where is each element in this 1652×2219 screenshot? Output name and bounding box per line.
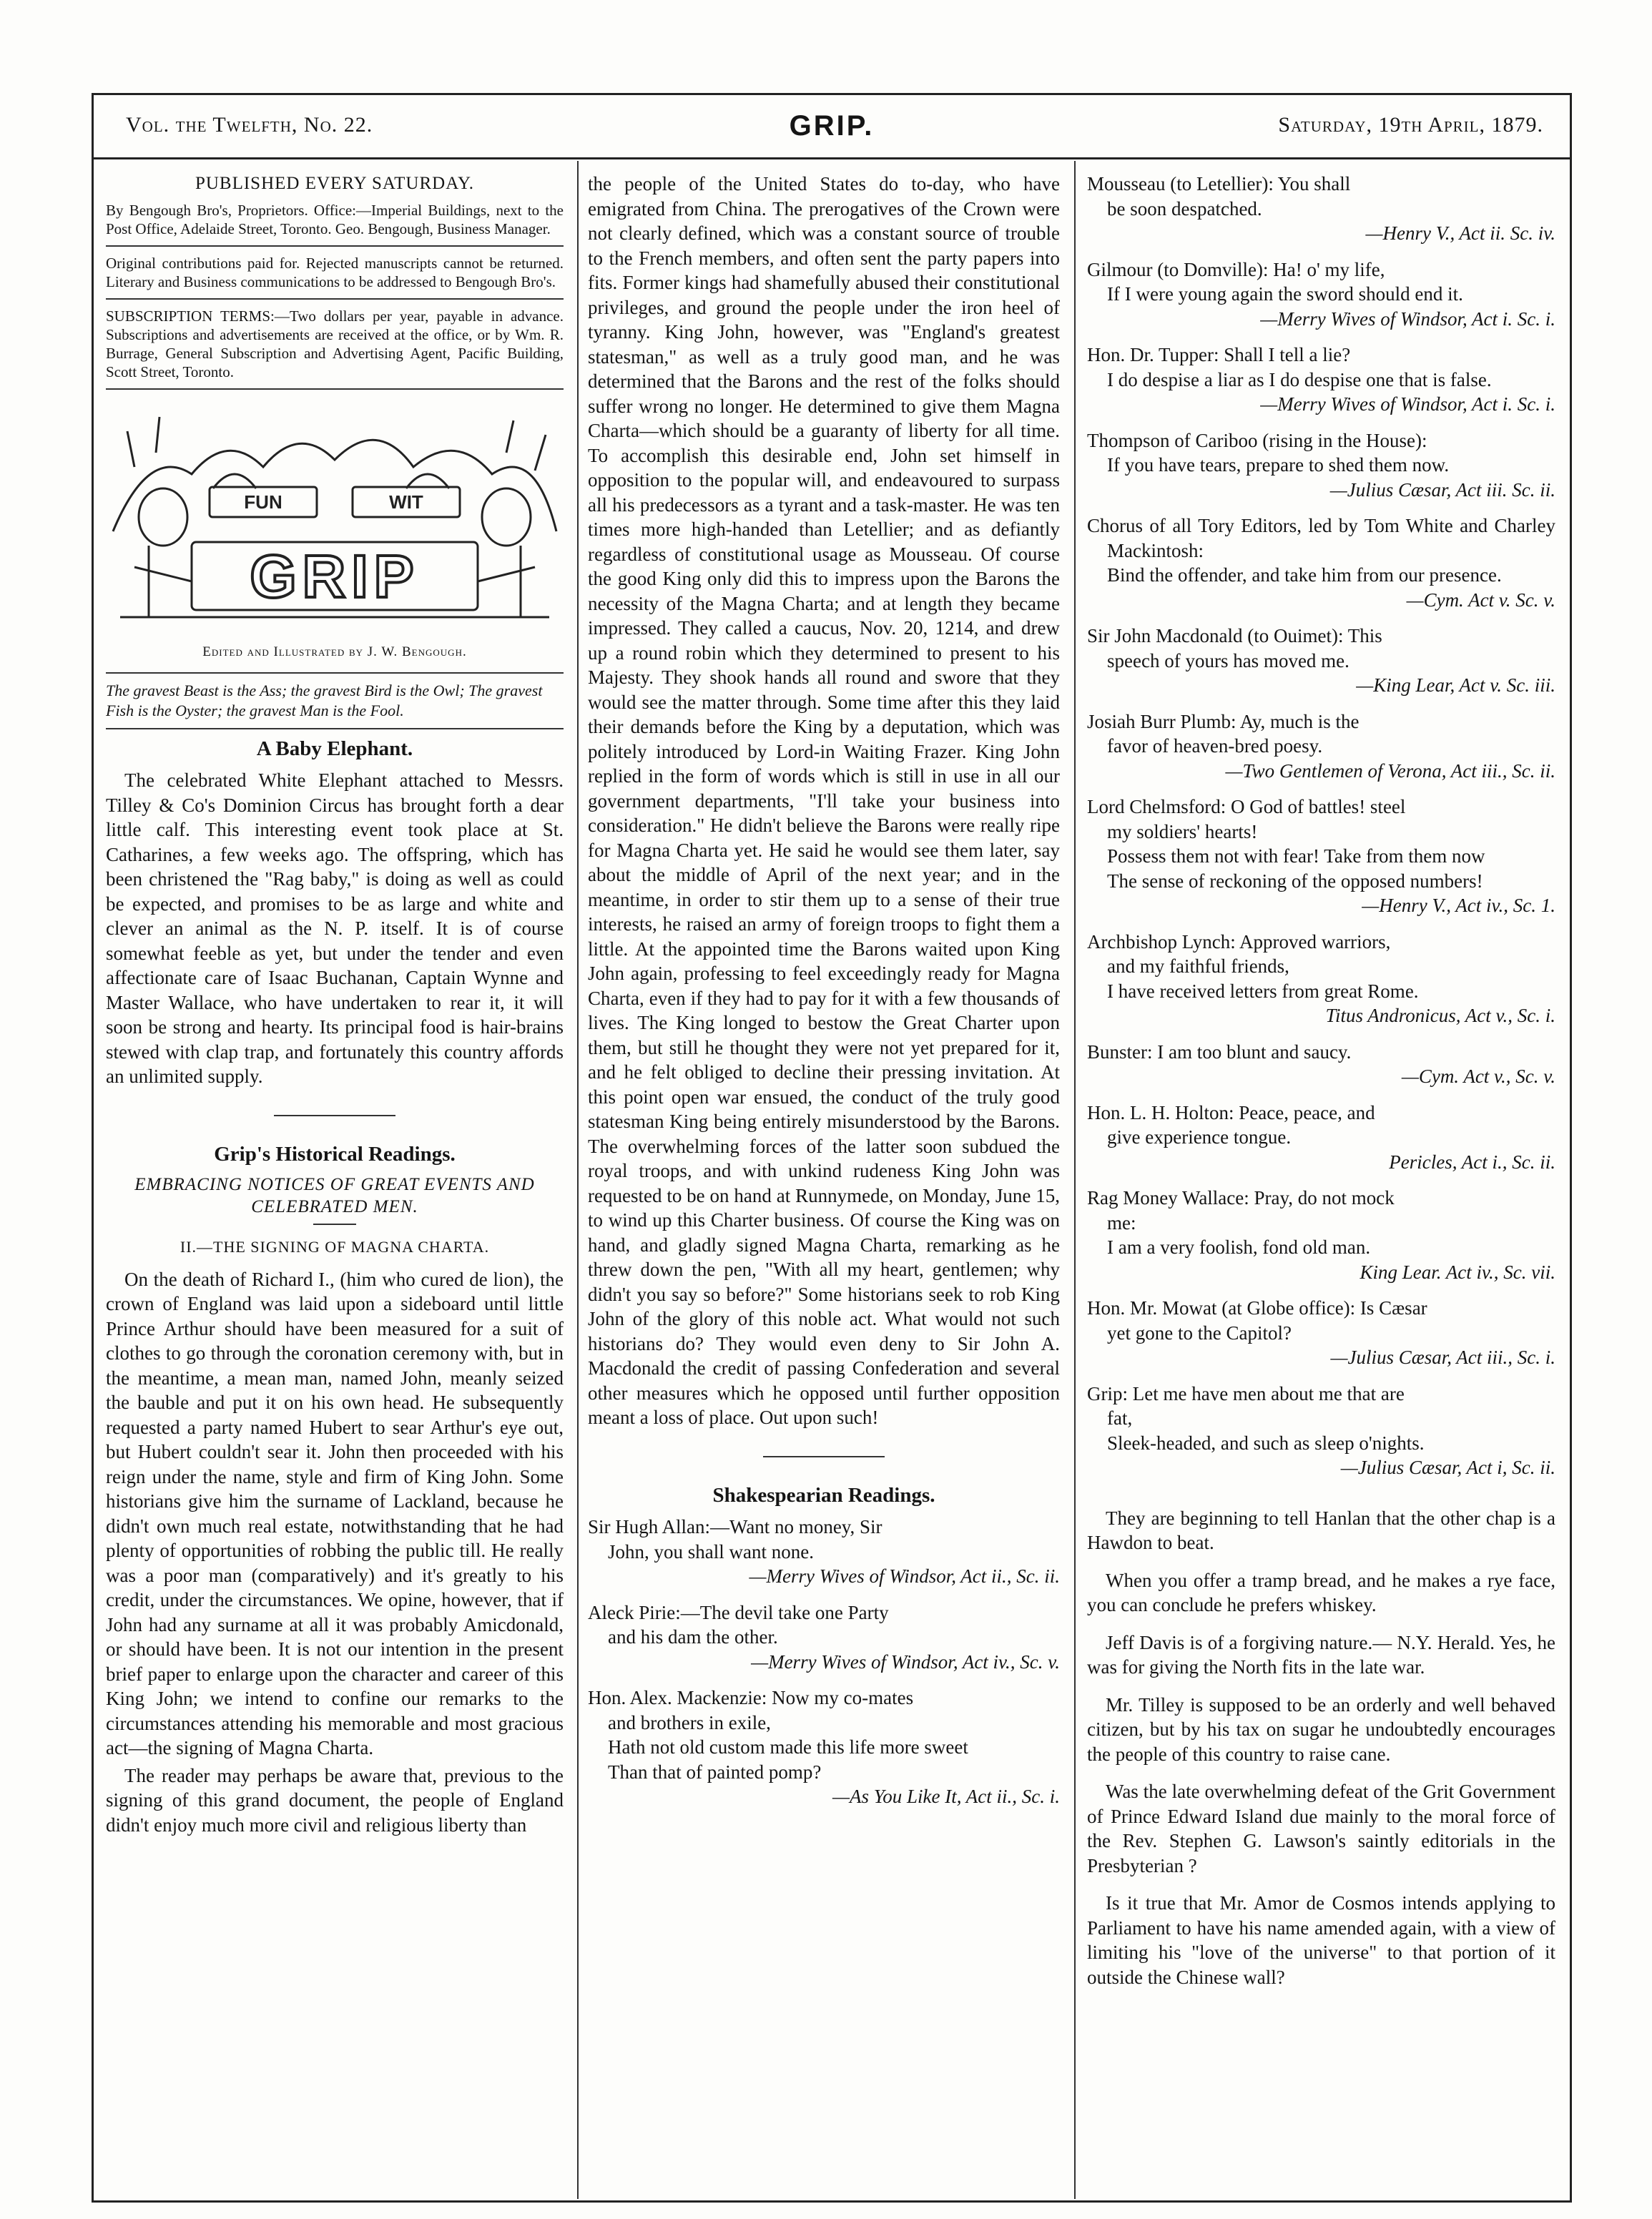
cartoon-banner-right: WIT [389, 491, 423, 513]
section-heading-magna-charta: II.—THE SIGNING OF MAGNA CHARTA. [180, 1238, 490, 1256]
quote-block [1087, 1101, 1555, 1175]
divider [313, 1224, 356, 1225]
quote-line: I have received letters from great Rome. [1107, 980, 1419, 1002]
quote-citation: —As You Like It, Act ii., Sc. i. [832, 1786, 1060, 1807]
paragraph: Was the late overwhelming defeat of the Grit Government of Prince Edward Island due mainly to the moral force of the Rev. Stephen G. Lawson's saintly editorials in the Presbyterian ? [1087, 1781, 1555, 1876]
quote-block [1087, 513, 1555, 612]
quote-block [1087, 1186, 1555, 1284]
quote-speaker: Sir Hugh Allan:—Want no money, Sir [588, 1516, 882, 1537]
quote-line: give experience tongue. [1107, 1126, 1292, 1148]
quote-speaker: Josiah Burr Plumb: Ay, much is the [1087, 710, 1360, 732]
article-title-historical: Grip's Historical Readings. [214, 1142, 456, 1166]
quote-citation: —Julius Cæsar, Act i, Sc. ii. [1340, 1457, 1555, 1478]
article-text-historical-continued: the people of the United States do to-day, who have emigrated from China. The prerogatives of the Crown were not clearly defined, which was a constant source of trouble to the French members, and often sent the party papers into fits. Former kings had shamefully abused their constitutional privileges, and ground the people under the iron heel of tyranny. King John, however, was "England's greatest statesman," as well as a truly good man, and he was determined that the Barons and the rest of the folks should suffer wrong no longer. He determined to give them Magna Charta—which should be a guaranty of liberty for all time. To accomplish this desirable end, John set himself in opposition to the popular will, and endeavoured to surpass all his predecessors as a tyrant and a task-master. He was ten times more high-handed than Letellier; and as defiantly regardless of constitutional usage as Mousseau. Of course the good King only did this to impress upon the Barons the necessity of the Magna Charta; and at length they became impressed. They called a caucus, Nov. 20, 1214, and drew up a round robin which they determined to present to his Majesty. They shook hands all round and swore that they would see the matter through. Some time after this they laid their demands before the King by a deputation, which was politely introduced by Lord-in Waiting Frazer. King John replied in the form of words which is still in use in all our government departments, "I'll take your business into consideration." He didn't believe the Barons were really ripe for Magna Charta yet. He said he would see them later, say about the middle of April of the next year; and in the meantime, in order to stir them up to a sense of their true interests, he raised an army of foreign troops to fight them a little. At the appointed time the Barons waited upon King John again, professing to feel exceedingly ready for Magna Charta, even if they had to pay for it with a few thousands of lives. The King longed to bestow the Great Charter upon them, but still he thought they were not yet prepared for it, and he felt obliged to decline their pressing invitation. At this point open war ensued, the conduct of the truly good statesman King being entirely misunderstood by the Barons. The overwhelming forces of the latter soon subdued the royal troops, and with unkind rudeness King John was requested to be on hand at Runnymede, on Monday, June 15, to wind up this Charter business. Of course the King was on hand, and gladly signed Magna Charta, remarking as he threw down the pen, "With all my heart, gentlemen; why didn't you say so before?" Some historians seek to rob King John of the glory of this noble act. What would not such historians do? They would even deny to Sir John A. Macdonald the credit of passing Confederation and several other measures which he opposed until further opposition meant a loss of place. Out upon such! [588, 173, 1060, 1428]
publication-heading: PUBLISHED EVERY SATURDAY. [195, 174, 475, 193]
quote-speaker: Chorus of all Tory Editors, led by Tom White and Charley Mackintosh: [1087, 515, 1555, 561]
quote-speaker: Aleck Pirie:—The devil take one Party [588, 1601, 889, 1623]
quote-block [1087, 1296, 1555, 1370]
masthead [92, 107, 1572, 157]
cartoon-banner-left: FUN [244, 491, 282, 513]
divider [274, 1115, 395, 1116]
paragraphs [1087, 1506, 1555, 1990]
quote-block [588, 1515, 1060, 1589]
paragraph: Mr. Tilley is supposed to be an orderly and well behaved citizen, but by his tax on sugar he undoubtedly encourages the people of this country to raise cane. [1087, 1693, 1555, 1765]
volume-number: Vol. the Twelfth, No. 22. [126, 113, 373, 137]
column-2 [588, 172, 1060, 2195]
quote-citation: —Henry V., Act ii. Sc. iv. [1365, 222, 1555, 244]
quote-citation: Titus Andronicus, Act v., Sc. i. [1325, 1005, 1555, 1026]
quote-line: John, you shall want none. [608, 1540, 814, 1563]
cartoon-title: GRIP [250, 542, 420, 610]
quote-block [1087, 624, 1555, 698]
quote-citation: —Merry Wives of Windsor, Act i. Sc. i. [1260, 393, 1555, 415]
quote-line: Bind the offender, and take him from our presence. [1107, 564, 1502, 586]
paragraph: Is it true that Mr. Amor de Cosmos intends applying to Parliament to have his name amended again, with a view of limiting his "love of the universe" to that portion of it outside the Chinese wall? [1087, 1892, 1555, 1988]
masthead-title: GRIP. [789, 110, 875, 142]
article-text-baby-elephant: The celebrated White Elephant attached to Messrs. Tilley & Co's Dominion Circus has brought forth a dear little calf. This interesting event took place at St. Catharines, a few weeks ago. The offspring, which has been christened the "Rag baby," is doing as well as could be expected, and promises to be as large and white and clever an animal as the N. P. itself. It is of course somewhat feeble as yet, but under the tender and even affectionate care of Isaac Buchanan, Captain Wynne and Master Wallace, who have undertaken to rear it, it will soon be strong and hearty. Its principal food is hair-brains stewed with clap trap, and fortunately this country affords an unlimited supply. [106, 769, 564, 1087]
quote-speaker: Mousseau (to Letellier): You shall [1087, 173, 1351, 195]
divider [106, 728, 564, 729]
quote-line: If you have tears, prepare to shed them now. [1107, 454, 1450, 476]
quote-line: my soldiers' hearts! [1107, 820, 1258, 842]
issue-date: Saturday, 19th April, 1879. [1278, 113, 1543, 137]
article-text-historical-p2: The reader may perhaps be aware that, previous to the signing of this grand document, the people of England didn't enjoy much more civil and religious liberty than [106, 1764, 564, 1836]
publisher-info: By Bengough Bro's, Proprietors. Office:—Imperial Buildings, next to the Post Office, Adelaide Street, Toronto. Geo. Bengough, Business Manager. [106, 201, 564, 237]
quote-line: favor of heaven-bred poesy. [1107, 735, 1323, 757]
quote-line: Hath not old custom made this life more sweet [608, 1736, 968, 1758]
quote-citation: —Cym. Act v. Sc. v. [1406, 589, 1555, 611]
quote-speaker: Hon. Dr. Tupper: Shall I tell a lie? [1087, 344, 1351, 365]
quote-citation: King Lear. Act iv., Sc. vii. [1360, 1261, 1555, 1283]
quote-line: Sleek-headed, and such as sleep o'nights. [1107, 1432, 1425, 1454]
quote-line: and my faithful friends, [1107, 955, 1289, 977]
quote-block [1087, 257, 1555, 332]
quote-speaker: Rag Money Wallace: Pray, do not mock [1087, 1187, 1395, 1209]
masthead-rule [92, 157, 1572, 159]
quote-citation: —Julius Cæsar, Act iii., Sc. i. [1330, 1347, 1555, 1368]
quote-line: I do despise a liar as I do despise one that is false. [1107, 368, 1492, 390]
subscription-terms: SUBSCRIPTION TERMS:—Two dollars per year, payable in advance. Subscriptions and advertisements are received at the office, or by Wm. R. Burrage, General Subscription and Advertising Agent, Pacific Building, Scott Street, Toronto. [106, 307, 564, 380]
quote-line: The sense of reckoning of the opposed numbers! [1107, 870, 1483, 892]
quote-line: and his dam the other. [608, 1626, 778, 1648]
divider [106, 672, 564, 674]
article-title-shakespearian: Shakespearian Readings. [712, 1483, 935, 1507]
quote-speaker: Gilmour (to Domville): Ha! o' my life, [1087, 258, 1385, 280]
quote-block [1087, 343, 1555, 417]
quote-block [1087, 172, 1555, 246]
quote-speaker: Grip: Let me have men about me that are [1087, 1382, 1405, 1404]
quote-citation: —Julius Cæsar, Act iii. Sc. ii. [1329, 478, 1555, 501]
quote-citation: —Henry V., Act iv., Sc. 1. [1362, 895, 1555, 916]
quote-line: and brothers in exile, [608, 1711, 771, 1733]
motto: The gravest Beast is the Ass; the gravest Bird is the Owl; The gravest Fish is the Oyster; the gravest Man is the Fool. [106, 681, 543, 719]
column-3 [1087, 172, 1555, 2195]
quote-citation: —Cym. Act v., Sc. v. [1401, 1066, 1555, 1087]
divider [106, 388, 564, 390]
quote-line: speech of yours has moved me. [1107, 649, 1349, 671]
quote-line: be soon despatched. [1107, 197, 1262, 220]
quote-block [1087, 428, 1555, 503]
quote-block [1087, 794, 1555, 918]
quote-speaker: Hon. Alex. Mackenzie: Now my co-mates [588, 1687, 914, 1708]
quote-citation: Pericles, Act i., Sc. ii. [1389, 1151, 1555, 1173]
article-title-baby-elephant: A Baby Elephant. [256, 737, 413, 760]
column-rule-2 [1074, 161, 1076, 2199]
quote-speaker: Sir John Macdonald (to Ouimet): This [1087, 625, 1382, 646]
quote-citation: —King Lear, Act v. Sc. iii. [1356, 674, 1555, 696]
quote-block [1087, 1040, 1555, 1089]
quote-line: yet gone to the Capitol? [1107, 1322, 1292, 1344]
quote-citation: —Merry Wives of Windsor, Act i. Sc. i. [1260, 307, 1555, 330]
shakespearian-quotes [588, 1515, 1060, 1809]
divider [106, 298, 564, 300]
divider [763, 1456, 885, 1457]
column-rule-1 [577, 161, 579, 2199]
grip-cartoon-illustration [106, 403, 564, 631]
quote-block [1087, 709, 1555, 784]
quote-block [588, 1686, 1060, 1809]
quote-speaker: Hon. L. H. Holton: Peace, peace, and [1087, 1101, 1375, 1123]
column-1 [106, 172, 564, 2195]
quote-speaker: Thompson of Cariboo (rising in the House): [1087, 429, 1427, 451]
quote-block [588, 1600, 1060, 1675]
quote-block [1087, 930, 1555, 1028]
contributions-notice: Original contributions paid for. Rejected manuscripts cannot be returned. Literary and Business communications to be addressed to Bengough Bro's. [106, 254, 564, 290]
article-text-historical-p1: On the death of Richard I., (him who cured de lion), the crown of England was laid upon a sideboard until little Prince Arthur should have been measured for a suit of clothes to go through the coronation ceremony with, but in the meantime, a mean man, named John, meanly seized the bauble and put it on his own head. He subsequently requested a party named Hubert to sear Arthur's eye out, but Hubert couldn't sear it. John then proceeded with his reign under the name, style and firm of King John. Some historians give him the surname of Lackland, because he didn't own much real estate, notwithstanding that he had plenty of opportunities of robbing the public till. He really was a poor man (comparatively) and it's greatly to his credit, under the circumstances. We opine, however, that if John had any surname at all it was probably Amicdonald, or should have been. It is not our intention in the present brief paper to enlarge upon the character and career of this King John; we intend to confine our remarks to the circumstances attending his memorable and most gracious act—the signing of Magna Charta. [106, 1268, 564, 1758]
paragraph: When you offer a tramp bread, and he makes a rye face, you can conclude he prefers whiskey. [1087, 1569, 1555, 1615]
quote-speaker: Lord Chelmsford: O God of battles! steel [1087, 796, 1406, 817]
shakespearian-quotes-continued [1087, 172, 1555, 1480]
quote-line: Possess them not with fear! Take from them now [1107, 845, 1485, 867]
quote-citation: —Two Gentlemen of Verona, Act iii., Sc. ii. [1225, 759, 1555, 782]
quote-line: I am a very foolish, fond old man. [1107, 1236, 1371, 1258]
quote-speaker: Hon. Mr. Mowat (at Globe office): Is Cæsar [1087, 1297, 1427, 1319]
article-subtitle-historical: EMBRACING NOTICES OF GREAT EVENTS AND CELEBRATED MEN. [134, 1175, 535, 1216]
quote-line: fat, [1107, 1407, 1133, 1429]
quote-speaker: Bunster: I am too blunt and saucy. [1087, 1040, 1352, 1063]
quote-line: Than that of painted pomp? [608, 1761, 822, 1783]
quote-block [1087, 1382, 1555, 1480]
paragraph: They are beginning to tell Hanlan that the other chap is a Hawdon to beat. [1087, 1507, 1555, 1553]
quote-citation: —Merry Wives of Windsor, Act ii., Sc. ii. [749, 1565, 1060, 1587]
quote-speaker: Archbishop Lynch: Approved warriors, [1087, 930, 1391, 953]
quote-citation: —Merry Wives of Windsor, Act iv., Sc. v. [751, 1650, 1060, 1673]
editor-credit: Edited and Illustrated by J. W. Bengough. [202, 644, 467, 659]
quote-line: me: [1107, 1211, 1136, 1234]
paragraph: Jeff Davis is of a forgiving nature.— N.Y. Herald. Yes, he was for giving the North fits in the late war. [1087, 1631, 1555, 1678]
divider [106, 245, 564, 247]
quote-line: If I were young again the sword should end it. [1107, 283, 1463, 305]
